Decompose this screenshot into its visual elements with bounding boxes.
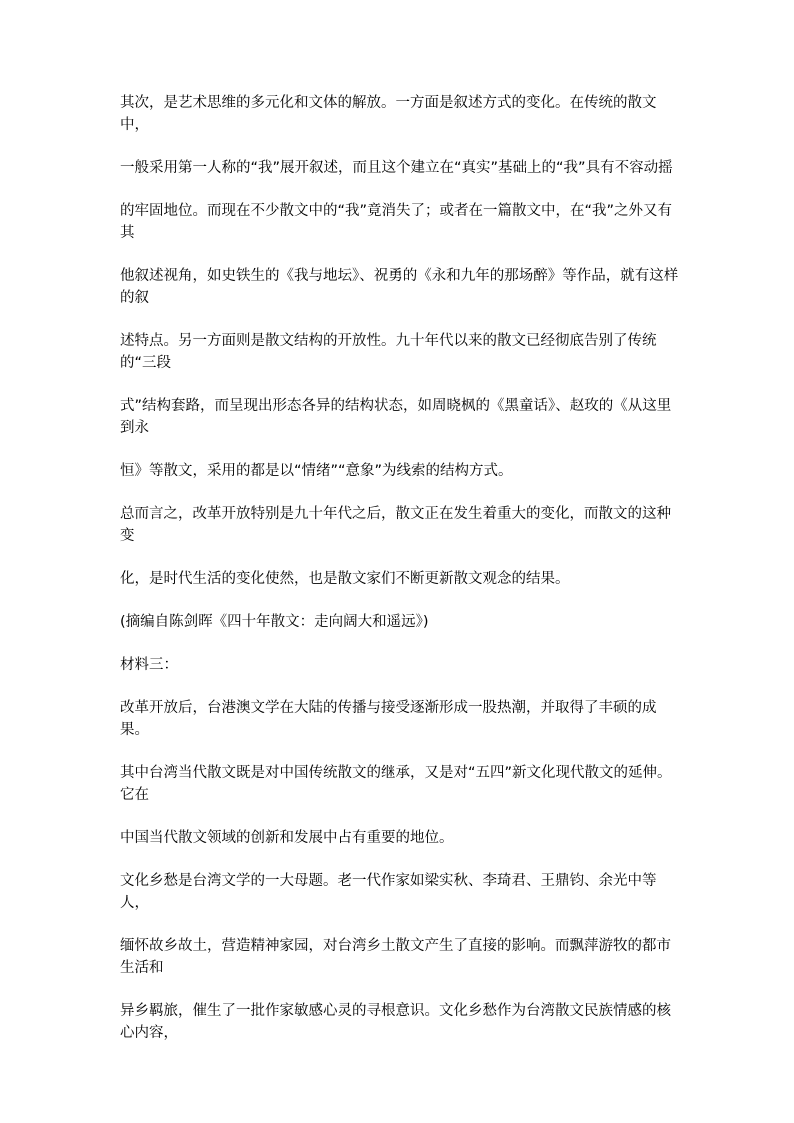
paragraph: 文化乡愁是台湾文学的一大母题。老一代作家如梁实秋、李琦君、王鼎钧、余光中等人， xyxy=(120,873,657,911)
paragraph: 化，是时代生活的变化使然，也是散文家们不断更新散文观念的结果。 xyxy=(120,571,570,587)
paragraph: 述特点。另一方面则是散文结构的开放性。九十年代以来的散文已经彻底告别了传统的“三段 xyxy=(120,333,657,371)
paragraph: 总而言之，改革开放特别是九十年代之后，散文正在发生着重大的变化，而散文的这种变 xyxy=(120,506,671,544)
paragraph: 中国当代散文领域的创新和发展中占有重要的地位。 xyxy=(120,830,454,846)
paragraph: 改革开放后，台港澳文学在大陆的传播与接受逐渐形成一股热潮，并取得了丰硕的成果。 xyxy=(120,700,657,738)
document-page xyxy=(120,92,680,1065)
paragraph: 一般采用第一人称的“我”展开叙述，而且这个建立在“真实”基础上的“我”具有不容动摇 xyxy=(120,160,673,176)
paragraph: 式”结构套路，而呈现出形态各异的结构状态，如周晓枫的《黑童话》、赵玫的《从这里到永 xyxy=(120,398,672,436)
paragraph: 他叙述视角，如史铁生的《我与地坛》、祝勇的《永和九年的那场醉》等作品，就有这样的叙 xyxy=(120,268,679,306)
paragraph: 异乡羁旅，催生了一批作家敏感心灵的寻根意识。文化乡愁作为台湾散文民族情感的核心内容， xyxy=(120,1003,671,1041)
paragraph: 的牢固地位。而现在不少散文中的“我”竟消失了；或者在一篇散文中，在“我”之外又有其 xyxy=(120,203,673,241)
paragraph: 其中台湾当代散文既是对中国传统散文的继承，又是对“五四”新文化现代散文的延伸。它在 xyxy=(120,765,672,803)
paragraph: 恒》等散文，采用的都是以“情绪”“意象”为线索的结构方式。 xyxy=(120,463,513,479)
source-citation: (摘编自陈剑晖《四十年散文：走向阔大和遥远》) xyxy=(120,614,429,630)
section-heading: 材料三： xyxy=(120,657,178,673)
paragraph: 缅怀故乡故土，营造精神家园，对台湾乡土散文产生了直接的影响。而飘萍游牧的都市生活和 xyxy=(120,938,671,976)
paragraph: 其次，是艺术思维的多元化和文体的解放。一方面是叙述方式的变化。在传统的散文中， xyxy=(120,95,657,133)
